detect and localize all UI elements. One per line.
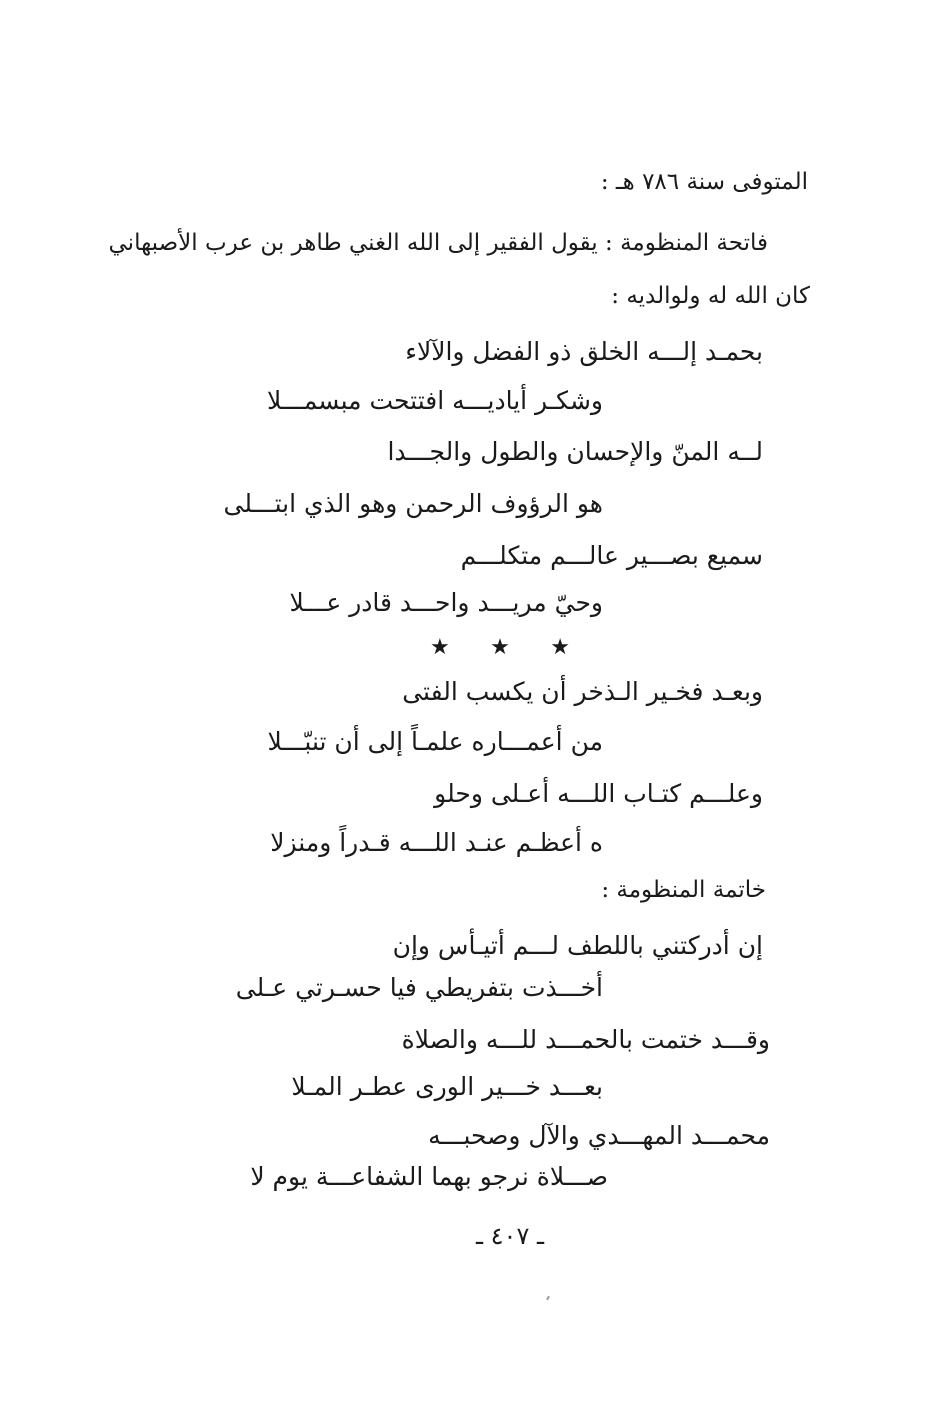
star-icon: ★ xyxy=(550,635,570,660)
star-icon: ★ xyxy=(430,635,450,660)
verse-line: محمـــد المهـــدي والآل وصحبـــه xyxy=(428,1121,770,1150)
verse-line: وحيّ مريـــد واحـــد قادر عـــلا xyxy=(289,588,603,617)
star-icon: ★ xyxy=(490,635,510,660)
verse-line: وشكـر أياديـــه افتتحت مبسمـــلا xyxy=(266,386,603,415)
dedication-line: كان الله له ولوالديه : xyxy=(611,283,810,309)
verse-line: صـــلاة نرجو بهما الشفاعـــة يوم لا xyxy=(250,1162,608,1191)
closing-heading: خاتمة المنظومة : xyxy=(601,877,766,903)
verse-line: وقـــد ختمت بالحمـــد للـــه والصلاة xyxy=(401,1025,770,1054)
verse-line: بعـــد خـــير الورى عطـر المـلا xyxy=(291,1072,603,1101)
verse-line: سميع بصـــير عالـــم متكلـــم xyxy=(460,541,763,570)
verse-line: هو الرؤوف الرحمن وهو الذي ابتـــلى xyxy=(223,489,603,518)
section-separator xyxy=(430,634,570,662)
verse-line: أخـــذت بتفريطي فيا حسـرتي عـلى xyxy=(235,973,603,1002)
verse-line: بحمـد إلـــه الخلق ذو الفضل والآلاء xyxy=(405,337,763,366)
verse-line: وبعـد فخـير الـذخر أن يكسب الفتى xyxy=(402,677,763,706)
verse-line: وعلـــم كتـاب اللـــه أعـلى وحلو xyxy=(434,779,763,808)
verse-line: إن أدركتني باللطف لـــم أتيـأس وإن xyxy=(392,931,763,960)
verse-line: لــه المنّ والإحسان والطول والجـــدا xyxy=(387,437,763,466)
verse-line: من أعمـــاره علمـاً إلى أن تنبّـــلا xyxy=(267,727,603,756)
page-number: ـ ٤٠٧ ـ xyxy=(475,1222,544,1250)
death-year-line: المتوفى سنة ٧٨٦ هـ : xyxy=(600,169,808,195)
verse-line: ه أعظـم عنـد اللـــه قـدراً ومنزلا xyxy=(270,828,603,857)
opening-title-line: فاتحة المنظومة : يقول الفقير إلى الله الغني طاهر بن عرب الأصبهاني xyxy=(108,230,768,256)
ink-speck xyxy=(546,1296,550,1300)
